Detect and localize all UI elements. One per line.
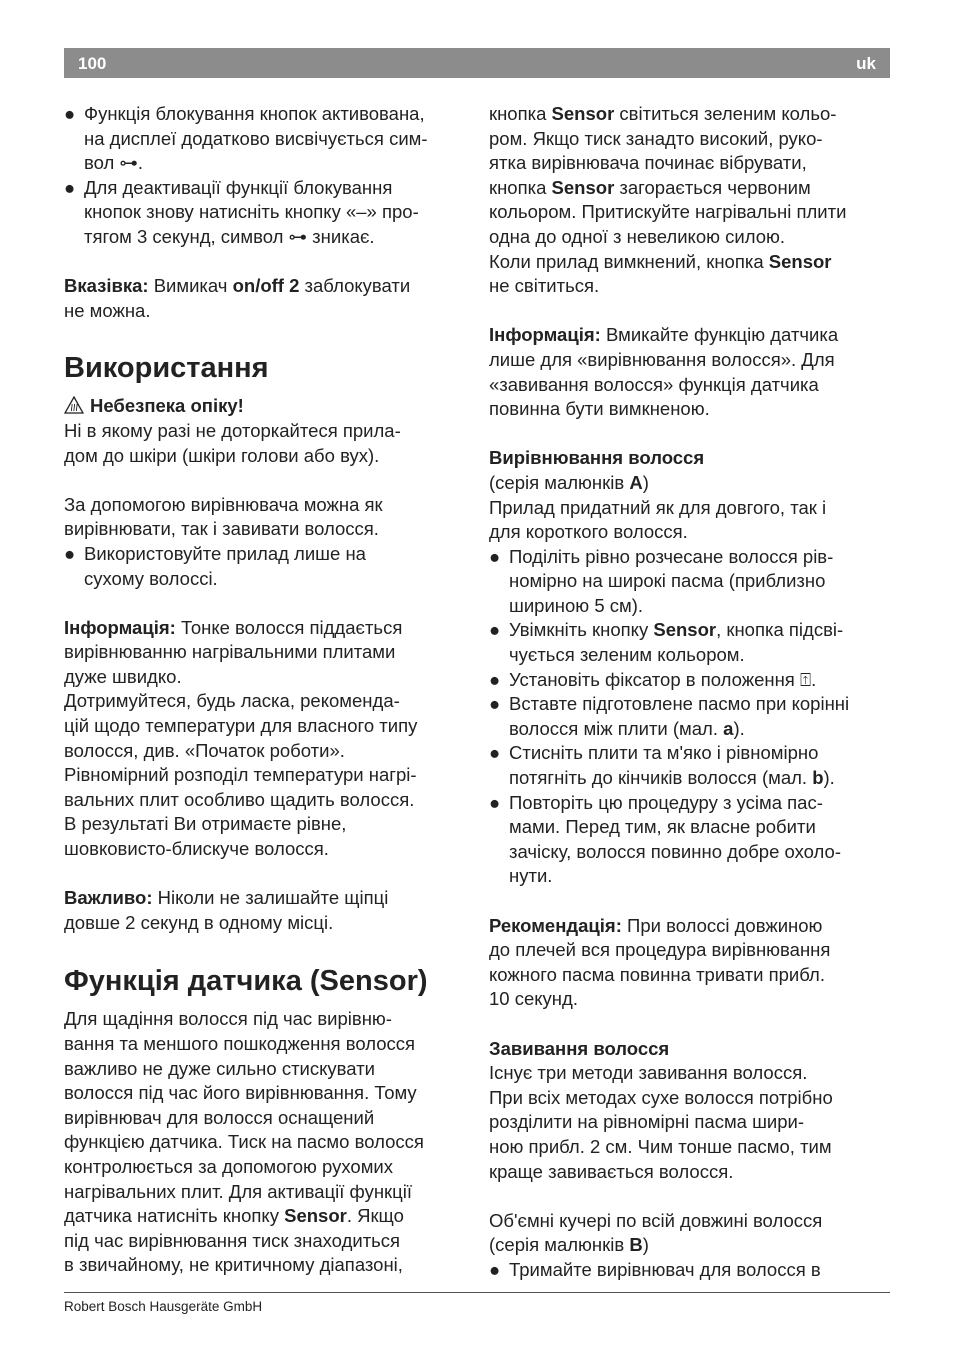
text-line: не можна. [64, 299, 151, 321]
list-item: ● Вставте підготовлене пасмо при корінні волосся між плити (мал. a). [489, 692, 894, 741]
text-line: вол ⊶. [84, 152, 144, 174]
text-line: розділити на рівномірні пасма шири- [489, 1111, 805, 1133]
text-line: одна до одної з невеликою силою. [489, 225, 786, 247]
text-line: Для деактивації функції блокування [84, 176, 393, 198]
text-line: Рівномірний розподіл температури нагрі- [64, 764, 417, 786]
text-line: Дотримуйтеся, будь ласка, рекоменда- [64, 690, 400, 712]
text-line: В результаті Ви отримаєте рівне, [64, 813, 347, 835]
section-heading-use: Використання [64, 352, 269, 385]
text-line: нути. [509, 865, 553, 887]
text-line: Установіть фіксатор в положення ⍐. [509, 668, 817, 690]
text-line: шириною 5 см). [509, 594, 644, 616]
text-line: Об'ємні кучері по всій довжині волосся [489, 1209, 823, 1231]
text-line: функцією датчика. Тиск на пасмо волосся [64, 1131, 424, 1153]
list-item: ● Повторіть цю процедуру з усіма пас- мами. Перед тим, як власне робити зачіску, волосся повинно добре охоло- нути. [489, 791, 894, 889]
text-line: не світиться. [489, 275, 600, 297]
text-line: кнопок знову натисніть кнопку «–» про- [84, 201, 419, 223]
text-line: За допомогою вирівнювача можна як [64, 493, 383, 515]
text-line: сухому волоссі. [84, 567, 218, 589]
text-line: Повторіть цю процедуру з усіма пас- [509, 791, 823, 813]
left-column [64, 102, 469, 1278]
text-line: При всіх методах сухе волосся потрібно [489, 1086, 833, 1108]
text-line: номірно на широкі пасма (приблизно [509, 570, 826, 592]
text-line: мами. Перед тим, як власне робити [509, 816, 816, 838]
text-line: Тримайте вирівнювач для волосся в [509, 1258, 821, 1280]
text-line: ною прибл. 2 см. Чим тонше пасмо, тим [489, 1135, 832, 1157]
text-line: дом до шкіри (шкіри голови або вух). [64, 444, 380, 466]
text-line: лише для «вирівнювання волосся». Для [489, 348, 835, 370]
important-paragraph: Важливо: Ніколи не залишайте щіпці [64, 887, 389, 909]
right-column [489, 102, 894, 1283]
text-line: датчика натисніть кнопку Sensor. Якщо [64, 1205, 404, 1227]
warning-hot-surface-icon [64, 396, 84, 414]
text-line: краще завивається волосся. [489, 1160, 734, 1182]
text-line: вання та меншого пошкодження волосся [64, 1033, 416, 1054]
text-line: важливо не дуже сильно стискувати [64, 1057, 375, 1079]
text-line: ром. Якщо тиск занадто високий, руко- [489, 127, 823, 149]
text-line: вальних плит особливо щадить волосся. [64, 788, 415, 810]
text-line: до плечей вся процедура вирівнювання [489, 939, 831, 961]
text-line: Для щадіння волосся під час вирівню- [64, 1008, 392, 1030]
footer-company: Robert Bosch Hausgeräte GmbH [64, 1299, 263, 1314]
text-line: Функція блокування кнопок активована, [84, 103, 425, 124]
text-line: повинна бути вимкненою. [489, 398, 710, 420]
text-line: кожного пасма повинна тривати прибл. [489, 963, 825, 985]
text-line: кнопка Sensor світиться зеленим кольо- [489, 103, 837, 124]
subheading-curling: Завивання волосся [489, 1037, 670, 1059]
text-line: Існує три методи завивання волосся. [489, 1062, 808, 1084]
text-line: вирівнюванню нагрівальними плитами [64, 641, 396, 663]
text-line: потягніть до кінчиків волосся (мал. b). [509, 767, 835, 789]
text-line: цій щодо температури для власного типу [64, 715, 418, 737]
page-number: 100 [78, 54, 107, 73]
list-item: ● Тримайте вирівнювач для волосся в [489, 1258, 894, 1283]
recommendation-paragraph: Рекомендація: При волоссі довжиною [489, 914, 823, 936]
text-line: Стисніть плити та м'яко і рівномірно [509, 742, 819, 764]
text-line: вирівнювач для волосся оснащений [64, 1106, 375, 1128]
list-item: ● Увімкніть кнопку Sensor, кнопка підсві- чується зеленим кольором. [489, 618, 894, 667]
text-line: волосся під час його вирівнювання. Тому [64, 1082, 417, 1104]
text-line: довше 2 секунд в одному місці. [64, 911, 334, 933]
list-item: ● Використовуйте прилад лише на сухому волоссі. [64, 542, 469, 591]
text-line: в звичайному, не критичному діапазоні, [64, 1254, 403, 1276]
text-line: кнопка Sensor загорається червоним [489, 176, 811, 198]
text-line: кольором. Притискуйте нагрівальні плити [489, 201, 847, 223]
text-line: зачіску, волосся повинно добре охоло- [509, 840, 841, 862]
text-line: (серія малюнків B) [489, 1234, 649, 1256]
text-line: ятка вирівнювача починає вібрувати, [489, 152, 807, 174]
text-line: волосся, див. «Початок роботи». [64, 739, 345, 761]
text-line: контролюється за допомогою рухомих [64, 1155, 393, 1177]
text-line: «завивання волосся» функція датчика [489, 373, 819, 395]
footer-divider [64, 1292, 890, 1293]
text-line: (серія малюнків A) [489, 471, 649, 493]
text-line: тягом 3 секунд, символ ⊶ зникає. [84, 225, 375, 247]
language-code: uk [856, 54, 876, 73]
text-line: шовковисто-блискуче волосся. [64, 838, 329, 860]
list-item: ● Стисніть плити та м'яко і рівномірно потягніть до кінчиків волосся (мал. b). [489, 741, 894, 790]
note-paragraph: Вказівка: Вимикач on/off 2 заблокувати [64, 275, 411, 297]
list-item: ● Функція блокування кнопок активована, на дисплеї додатково висвічується сим- вол ⊶. [64, 102, 469, 176]
text-line: чується зеленим кольором. [509, 644, 745, 666]
text-line: під час вирівнювання тиск знаходиться [64, 1229, 401, 1251]
text-line: на дисплеї додатково висвічується сим- [84, 127, 428, 149]
warning-title: Небезпека опіку! [64, 394, 469, 419]
text-line: вирівнювати, так і завивати волосся. [64, 518, 379, 540]
subheading-straightening: Вирівнювання волосся [489, 447, 705, 469]
text-line: Вставте підготовлене пасмо при корінні [509, 693, 850, 715]
info-paragraph: Інформація: Тонке волосся піддається [64, 616, 403, 638]
list-item: ● Поділіть рівно розчесане волосся рів- номірно на широкі пасма (приблизно шириною 5 см). [489, 545, 894, 619]
text-line: Коли прилад вимкнений, кнопка Sensor [489, 250, 832, 272]
text-line: 10 секунд. [489, 988, 578, 1010]
text-line: нагрівальних плит. Для активації функції [64, 1180, 412, 1202]
text-line: для короткого волосся. [489, 521, 688, 543]
info-paragraph: Інформація: Вмикайте функцію датчика [489, 324, 839, 346]
text-line: дуже швидко. [64, 665, 182, 687]
text-line: волосся між плити (мал. a). [509, 717, 745, 739]
list-item: ● Для деактивації функції блокування кнопок знову натисніть кнопку «–» про- тягом 3 секунд, символ ⊶ зникає. [64, 176, 469, 250]
list-item: ● Установіть фіксатор в положення ⍐. [489, 668, 894, 693]
text-line: Поділіть рівно розчесане волосся рів- [509, 545, 834, 567]
text-line: Ні в якому разі не доторкайтеся прила- [64, 419, 401, 441]
page-header-bar [64, 48, 890, 78]
section-heading-sensor: Функція датчика (Sensor) [64, 965, 428, 998]
text-line: Використовуйте прилад лише на [84, 542, 366, 564]
text-line: Увімкніть кнопку Sensor, кнопка підсві- [509, 619, 844, 641]
text-line: Прилад придатний як для довгого, так і [489, 496, 827, 518]
